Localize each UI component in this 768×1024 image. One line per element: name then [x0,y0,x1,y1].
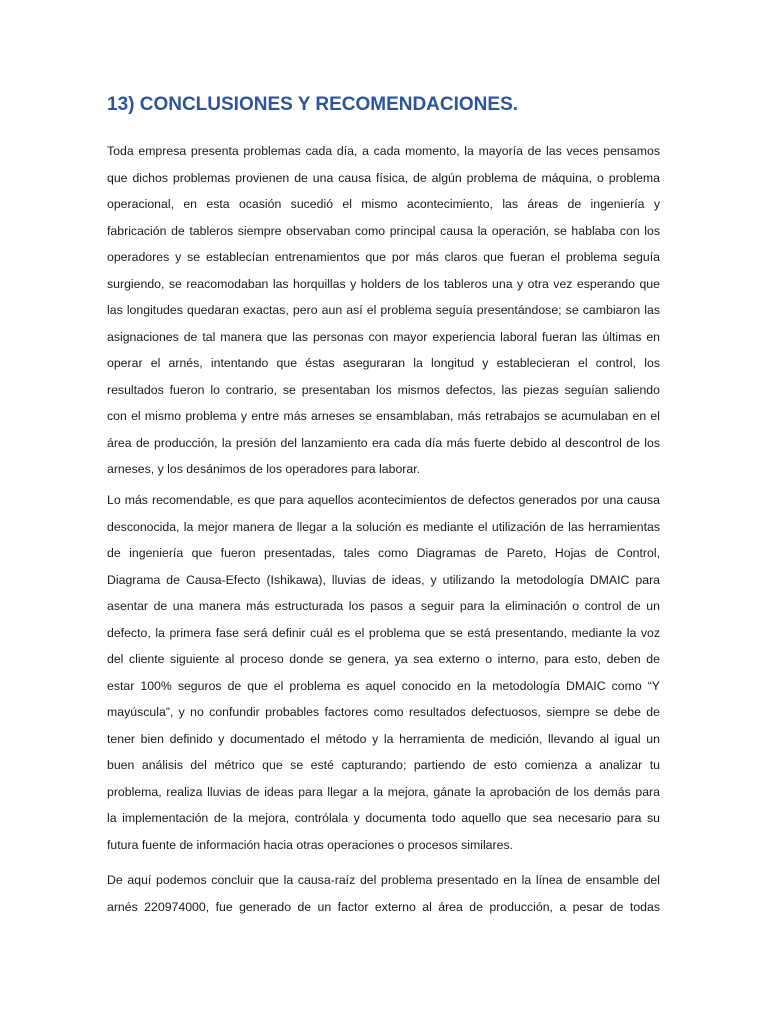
text-line: fabricación de tableros siempre observaban como principal causa la operación, se hablaba con los [107,223,660,238]
text-line: surgiendo, se reacomodaban las horquillas y holders de los tableros una y otra vez esperando que [107,276,660,291]
text-line: del cliente siguiente al proceso donde se genera, ya sea externo o interno, para esto, deben de [107,652,660,666]
text-line: defecto, la primera fase será definir cuál es el problema que se está presentando, mediante la voz [107,625,660,640]
text-line: mayúscula”, y no confundir probables factores como resultados defectuosos, siempre se debe de [107,705,660,719]
text-line: Diagrama de Causa-Efecto (Ishikawa), lluvias de ideas, y utilizando la metodología DMAIC para [107,572,660,587]
paragraph-root-cause [107,867,660,920]
text-line: tener bien definido y documentado el método y la herramienta de medición, llevando al igual un [107,731,660,746]
text-line: de ingeniería que fueron presentadas, tales como Diagramas de Pareto, Hojas de Control, [107,546,660,560]
text-line: la implementación de la mejora, contrólala y documenta todo aquello que sea necesario para su [107,811,660,825]
text-line: área de producción, la presión del lanzamiento era cada día más fuerte debido al descontrol de los [107,435,660,450]
text-line: que dichos problemas provienen de una causa física, de algún problema de máquina, o problema [107,170,660,185]
section-heading: 13) CONCLUSIONES Y RECOMENDACIONES. [107,94,519,115]
text-line: asentar de una manera más estructurada los pasos a seguir para la eliminación o control de un [107,599,660,613]
text-line: operar el arnés, intentando que éstas aseguraran la longitud y establecieran el control, los [107,356,660,370]
text-line: operacional, en esta ocasión sucedió el mismo acontecimiento, las áreas de ingeniería y [107,197,660,211]
text-line: desconocida, la mejor manera de llegar a la solución es mediante el utilización de las herramientas [107,519,660,534]
text-line: De aquí podemos concluir que la causa-raíz del problema presentado en la línea de ensamble del [107,873,660,887]
paragraph-conclusions [107,138,660,483]
text-line: buen análisis del métrico que se esté capturando; partiendo de esto comienza a analizar tu [107,758,660,772]
text-line: operadores y se establecían entrenamientos que por más claros que fueran el problema seguía [107,250,660,264]
text-line: Toda empresa presenta problemas cada día, a cada momento, la mayoría de las veces pensamos [107,144,660,158]
text-line: arnés 220974000, fue generado de un factor externo al área de producción, a pesar de todas [107,899,660,914]
text-line: futura fuente de información hacia otras operaciones o procesos similares. [107,837,514,852]
text-line: problema, realiza lluvias de ideas para llegar a la mejora, gánate la aprobación de los demás para [107,784,660,799]
paragraph-recommendations [107,487,660,858]
text-line: las longitudes quedaran exactas, pero aun así el problema seguía presentándose; se cambiaron las [107,303,660,317]
text-line: Lo más recomendable, es que para aquellos acontecimientos de defectos generados por una causa [107,493,660,507]
text-line: con el mismo problema y entre más arneses se ensamblaban, más retrabajos se acumulaban en el [107,409,660,423]
text-line: estar 100% seguros de que el problema es aquel conocido en la metodología DMAIC como “Y [107,678,660,693]
text-line: asignaciones de tal manera que las personas con mayor experiencia laboral fueran las últimas en [107,329,660,344]
text-line: resultados fueron lo contrario, se presentaban los mismos defectos, las piezas seguían saliendo [107,382,660,397]
text-line: arneses, y los desánimos de los operadores para laborar. [107,462,421,476]
